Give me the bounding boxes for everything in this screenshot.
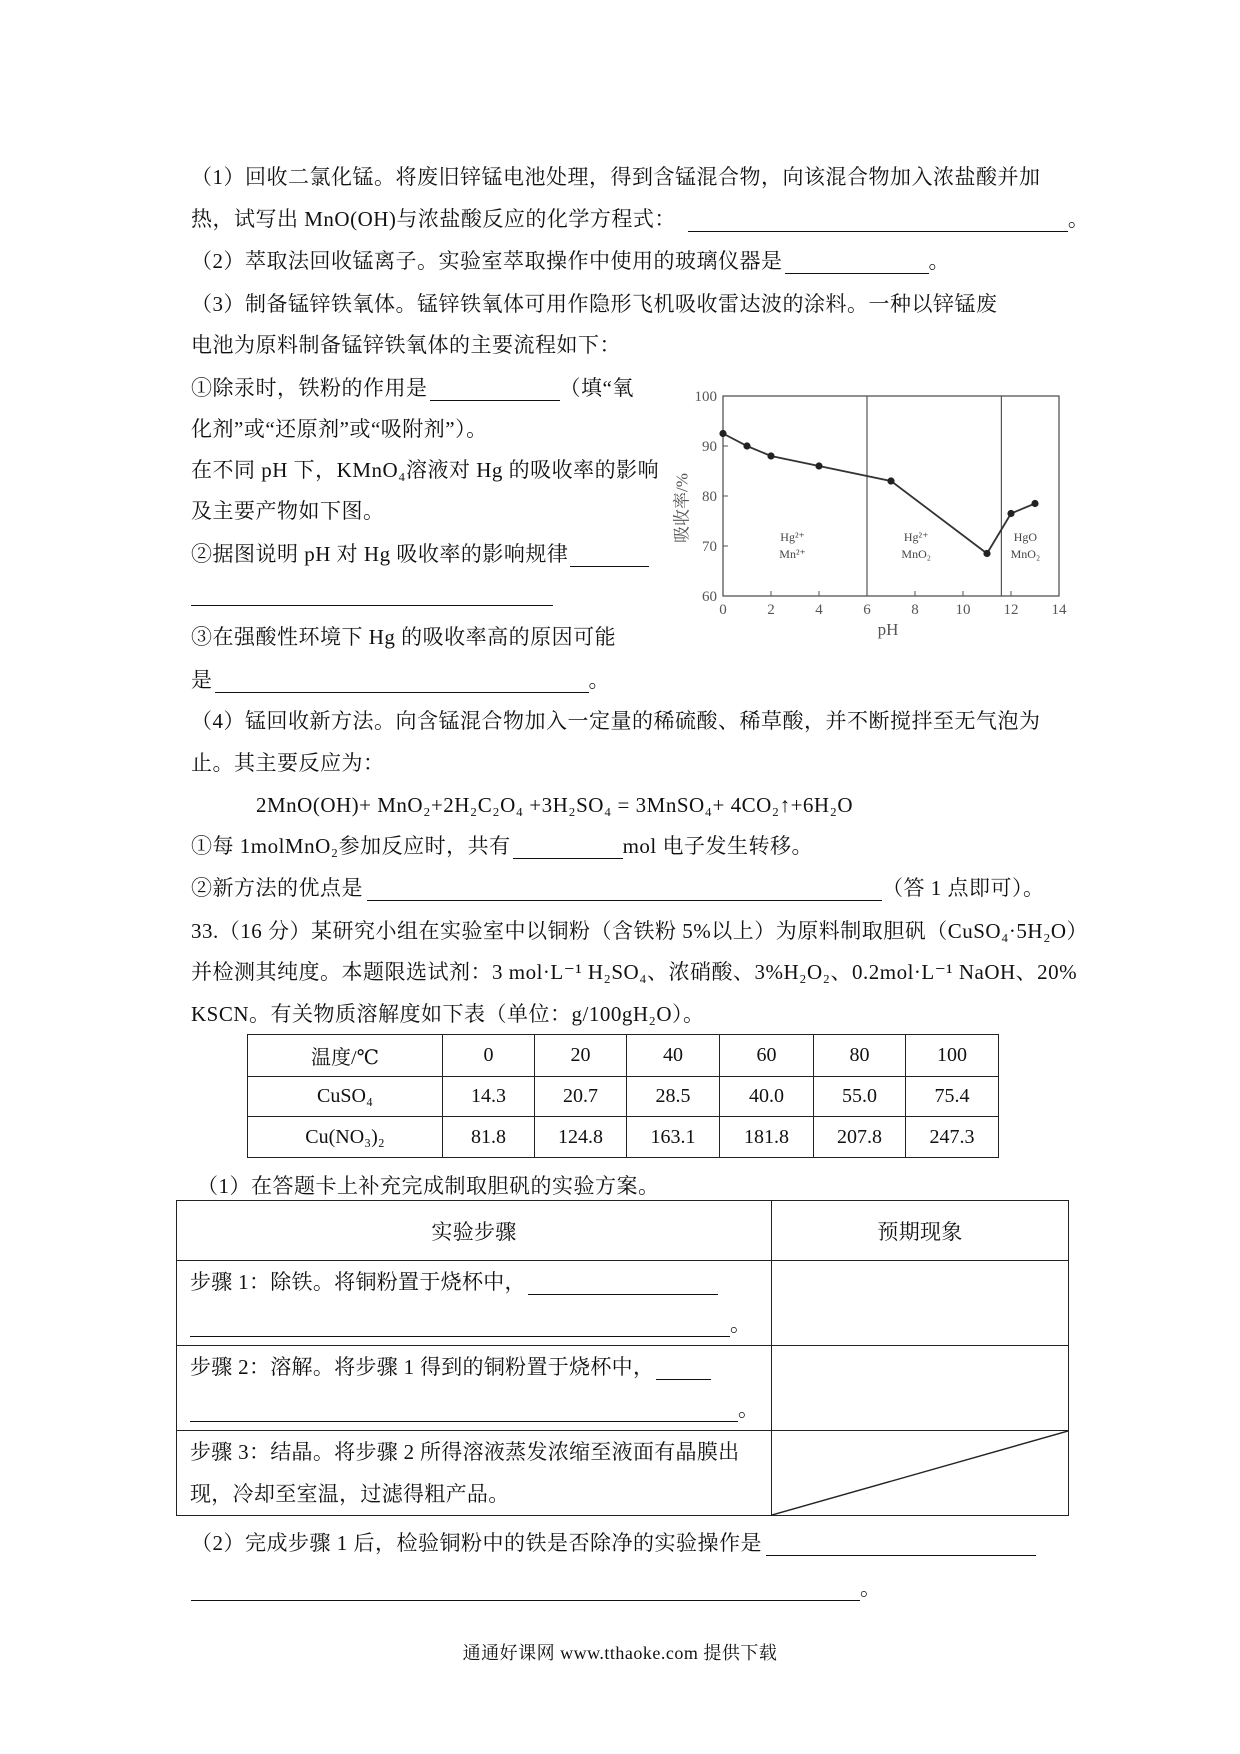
step3-cell	[177, 1431, 772, 1516]
table-row	[248, 1077, 999, 1117]
table-cell: 28.5	[627, 1077, 720, 1117]
table-cell: 247.3	[906, 1117, 999, 1158]
solubility-table	[247, 1034, 999, 1158]
data-point	[767, 452, 774, 459]
data-point	[815, 462, 822, 469]
answer-blank	[430, 378, 560, 401]
part3-sub2-line1	[191, 539, 649, 569]
step3-line2: 现，冷却至室温，过滤得粗产品。	[190, 1482, 510, 1506]
data-point	[1031, 500, 1038, 507]
x-tick-label: 14	[1051, 602, 1067, 618]
part3-intro-line2: 及主要产物如下图。	[191, 499, 385, 523]
table-row	[177, 1431, 1069, 1516]
x-tick-label: 6	[863, 602, 871, 618]
table-cell: 60	[720, 1035, 814, 1077]
q33-part1-text: （1）在答题卡上补充完成制取胆矾的实验方案。	[197, 1174, 660, 1198]
table-cell: 181.8	[720, 1117, 814, 1158]
part4-line1: （4）锰回收新方法。向含锰混合物加入一定量的稀硫酸、稀草酸，并不断搅拌至无气泡为	[191, 709, 1041, 733]
table-header-row	[248, 1035, 999, 1077]
part3-intro-line1: 在不同 pH 下，KMnO₄溶液对 Hg 的吸收率的影响	[191, 458, 660, 482]
ph-absorption-chart	[660, 380, 1070, 645]
step1-cell	[177, 1261, 772, 1346]
step1-line1	[190, 1261, 771, 1303]
data-point	[719, 430, 726, 437]
q33-part2-line2	[191, 1573, 882, 1603]
x-tick-label: 2	[767, 602, 775, 618]
answer-blank	[367, 878, 882, 901]
step2-line2	[190, 1388, 771, 1430]
part3-sub1-line1	[191, 373, 634, 403]
plot-frame	[723, 396, 1059, 596]
part2-text: （2）萃取法回收锰离子。实验室萃取操作中使用的玻璃仪器是	[191, 249, 783, 273]
table-row	[177, 1261, 1069, 1346]
period: 。	[860, 1576, 882, 1600]
period: 。	[588, 668, 610, 692]
step3-line1: 步骤 3：结晶。将步骤 2 所得溶液蒸发浓缩至液面有晶膜出	[190, 1440, 740, 1464]
absorption-line	[723, 434, 1035, 554]
answer-blank	[190, 1399, 738, 1422]
q33-part2-text: （2）完成步骤 1 后，检验铜粉中的铁是否除净的实验操作是	[191, 1531, 762, 1555]
diagonal-strike	[772, 1431, 1068, 1515]
data-point	[983, 550, 990, 557]
table-cell: 40.0	[720, 1077, 814, 1117]
experiment-plan-table	[176, 1200, 1069, 1516]
x-tick-label: 0	[719, 602, 727, 618]
y-axis-label: 吸收率/%	[672, 473, 692, 543]
part3-sub3-line2	[191, 665, 610, 695]
answer-blank	[785, 251, 929, 274]
step2-cell	[177, 1346, 772, 1431]
answer-blank	[191, 1578, 860, 1601]
q33-part2-line1	[191, 1528, 1036, 1558]
x-tick-label: 12	[1003, 602, 1019, 618]
part3-line2: 电池为原料制备锰锌铁氧体的主要流程如下：	[191, 333, 621, 357]
period: 。	[928, 249, 950, 273]
table-cell: 55.0	[814, 1077, 906, 1117]
part4-sub1-text: ①每 1molMnO₂参加反应时，共有	[191, 834, 511, 858]
period: 。	[1067, 207, 1090, 231]
table-cell: 40	[627, 1035, 720, 1077]
answer-blank	[656, 1357, 711, 1380]
y-tick-label: 70	[702, 539, 717, 555]
part4-line2: 止。其主要反应为：	[191, 751, 385, 775]
region-label-top: Hg²⁺	[903, 530, 929, 544]
step1-line2	[190, 1303, 771, 1345]
footer-credit: 通通好课网 www.tthaoke.com 提供下载	[462, 1643, 778, 1663]
part3-sub3-line1: ③在强酸性环境下 Hg 的吸收率高的原因可能	[191, 625, 617, 649]
data-point	[887, 477, 894, 484]
part3-sub2-text: ②据图说明 pH 对 Hg 吸收率的影响规律	[191, 542, 569, 566]
step1-expected-cell	[772, 1261, 1069, 1346]
table-cell: 20	[535, 1035, 627, 1077]
table-cell: 124.8	[535, 1117, 627, 1158]
part3-sub1-line2: 化剂”或“还原剂”或“吸附剂”）。	[191, 417, 488, 441]
q33-line1: 33.（16 分）某研究小组在实验室中以铜粉（含铁粉 5%以上）为原料制取胆矾（CuSO₄·5H₂O）	[191, 919, 1089, 943]
step2-line1	[190, 1346, 771, 1388]
answer-blank	[766, 1533, 1036, 1556]
period: 。	[738, 1397, 760, 1421]
part1-line1: （1）回收二氯化锰。将废旧锌锰电池处理，得到含锰混合物，向该混合物加入浓盐酸并加	[191, 165, 1041, 189]
answer-blank	[570, 544, 649, 567]
part3-sub3-text: 是	[191, 668, 213, 692]
table-header-row	[177, 1201, 1069, 1261]
part1-line2-text: 热，试写出 MnO(OH)与浓盐酸反应的化学方程式：	[191, 207, 676, 231]
table-cell: 81.8	[443, 1117, 535, 1158]
data-point	[743, 442, 750, 449]
table-cell: 100	[906, 1035, 999, 1077]
x-tick-label: 4	[815, 602, 823, 618]
part3-sub1-text: ①除汞时，铁粉的作用是	[191, 376, 428, 400]
region-label-bottom: MnO₂	[901, 547, 931, 561]
part3-line1: （3）制备锰锌铁氧体。锰锌铁氧体可用作隐形飞机吸收雷达波的涂料。一种以锌锰废	[191, 292, 998, 316]
table-cell: 0	[443, 1035, 535, 1077]
header-expected: 预期现象	[772, 1201, 1069, 1261]
y-tick-label: 60	[702, 589, 717, 605]
q33-line3: KSCN。有关物质溶解度如下表（单位：g/100gH₂O）。	[191, 1002, 705, 1026]
table-cell: 温度/℃	[248, 1035, 443, 1077]
step2-text: 步骤 2：溶解。将步骤 1 得到的铜粉置于烧杯中，	[190, 1355, 655, 1379]
y-tick-label: 100	[694, 389, 717, 405]
region-label-bottom: MnO₂	[1010, 547, 1041, 561]
part1-line2	[191, 204, 1089, 234]
table-row	[177, 1346, 1069, 1431]
part4-equation: 2MnO(OH)+ MnO₂+2H₂C₂O₄ +3H₂SO₄ = 3MnSO₄+ 4CO₂↑+6H₂O	[256, 793, 854, 817]
answer-blank	[190, 1314, 730, 1337]
y-tick-label: 90	[702, 439, 717, 455]
table-cell: 80	[814, 1035, 906, 1077]
part4-sub2	[191, 873, 1045, 903]
part4-sub1	[191, 831, 813, 861]
table-cell: 20.7	[535, 1077, 627, 1117]
table-cell: CuSO₄	[248, 1077, 443, 1117]
part4-sub1-end: mol 电子发生转移。	[622, 834, 813, 858]
step1-text: 步骤 1：除铁。将铜粉置于烧杯中，	[190, 1270, 526, 1294]
region-label-top: HgO	[1013, 530, 1038, 544]
table-cell: 207.8	[814, 1117, 906, 1158]
answer-blank	[215, 670, 589, 693]
answer-blank	[528, 1272, 718, 1295]
answer-blank	[513, 836, 623, 859]
x-axis-label: pH	[877, 620, 899, 639]
region-label-top: Hg²⁺	[780, 530, 805, 544]
step3-expected-cell	[772, 1431, 1069, 1516]
table-cell: Cu(NO₃)₂	[248, 1117, 443, 1158]
data-point	[1007, 510, 1014, 517]
header-steps: 实验步骤	[177, 1201, 772, 1261]
table-cell: 75.4	[906, 1077, 999, 1117]
table-cell: 14.3	[443, 1077, 535, 1117]
x-tick-label: 10	[955, 602, 971, 618]
part4-sub2-end: （答 1 点即可）。	[882, 876, 1045, 900]
part4-sub2-text: ②新方法的优点是	[191, 876, 363, 900]
step2-expected-cell	[772, 1346, 1069, 1431]
answer-blank	[688, 209, 1068, 232]
answer-blank-line	[191, 605, 553, 606]
y-tick-label: 80	[702, 489, 717, 505]
x-tick-label: 8	[911, 602, 919, 618]
period: 。	[730, 1312, 752, 1336]
part2-line	[191, 246, 950, 276]
table-row	[248, 1117, 999, 1158]
part3-sub1-end: （填“氧	[559, 376, 634, 400]
table-cell: 163.1	[627, 1117, 720, 1158]
region-label-bottom: Mn²⁺	[779, 547, 806, 561]
q33-line2: 并检测其纯度。本题限选试剂：3 mol·L⁻¹ H₂SO₄、浓硝酸、3%H₂O₂、0.2mol·L⁻¹ NaOH、20%	[191, 960, 1078, 984]
